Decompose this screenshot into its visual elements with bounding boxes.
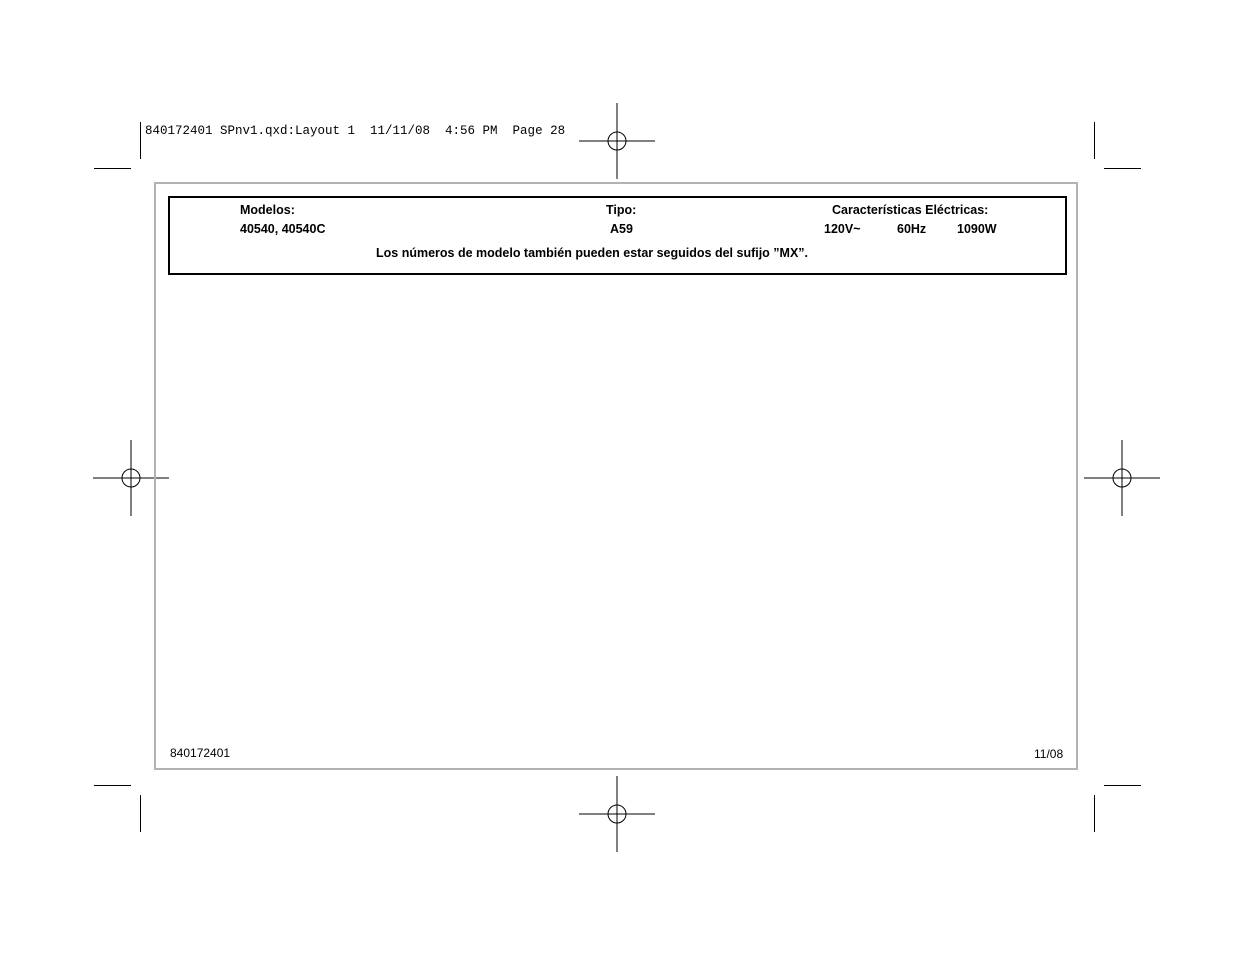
crop-mark-bottom-right-horizontal (1104, 785, 1141, 786)
registration-mark-bottom-icon (579, 776, 655, 852)
wattage-value: 1090W (957, 222, 997, 236)
voltage-value: 120V~ (824, 222, 861, 236)
models-value: 40540, 40540C (240, 222, 326, 236)
frequency-value: 60Hz (897, 222, 927, 236)
crop-mark-top-left-horizontal (94, 168, 131, 169)
type-label: Tipo: (606, 203, 637, 217)
electrical-label: Características Eléctricas: (832, 203, 989, 217)
crop-mark-top-right-vertical (1094, 122, 1095, 159)
model-suffix-note: Los números de modelo también pueden estar seguidos del sufijo ”MX”. (376, 246, 809, 260)
registration-mark-right-icon (1084, 440, 1160, 516)
models-label: Modelos: (240, 203, 295, 217)
print-slug-line: 840172401 SPnv1.qxd:Layout 1 11/11/08 4:56 PM Page 28 (145, 124, 566, 138)
crop-mark-top-left-vertical (140, 122, 141, 159)
crop-mark-bottom-left-horizontal (94, 785, 131, 786)
crop-mark-bottom-right-vertical (1094, 795, 1095, 832)
registration-mark-top-icon (579, 103, 655, 179)
crop-mark-bottom-left-vertical (140, 795, 141, 832)
type-value: A59 (610, 222, 633, 236)
footer-part-number: 840172401 (170, 746, 231, 760)
footer-date: 11/08 (1034, 747, 1064, 761)
crop-mark-top-right-horizontal (1104, 168, 1141, 169)
